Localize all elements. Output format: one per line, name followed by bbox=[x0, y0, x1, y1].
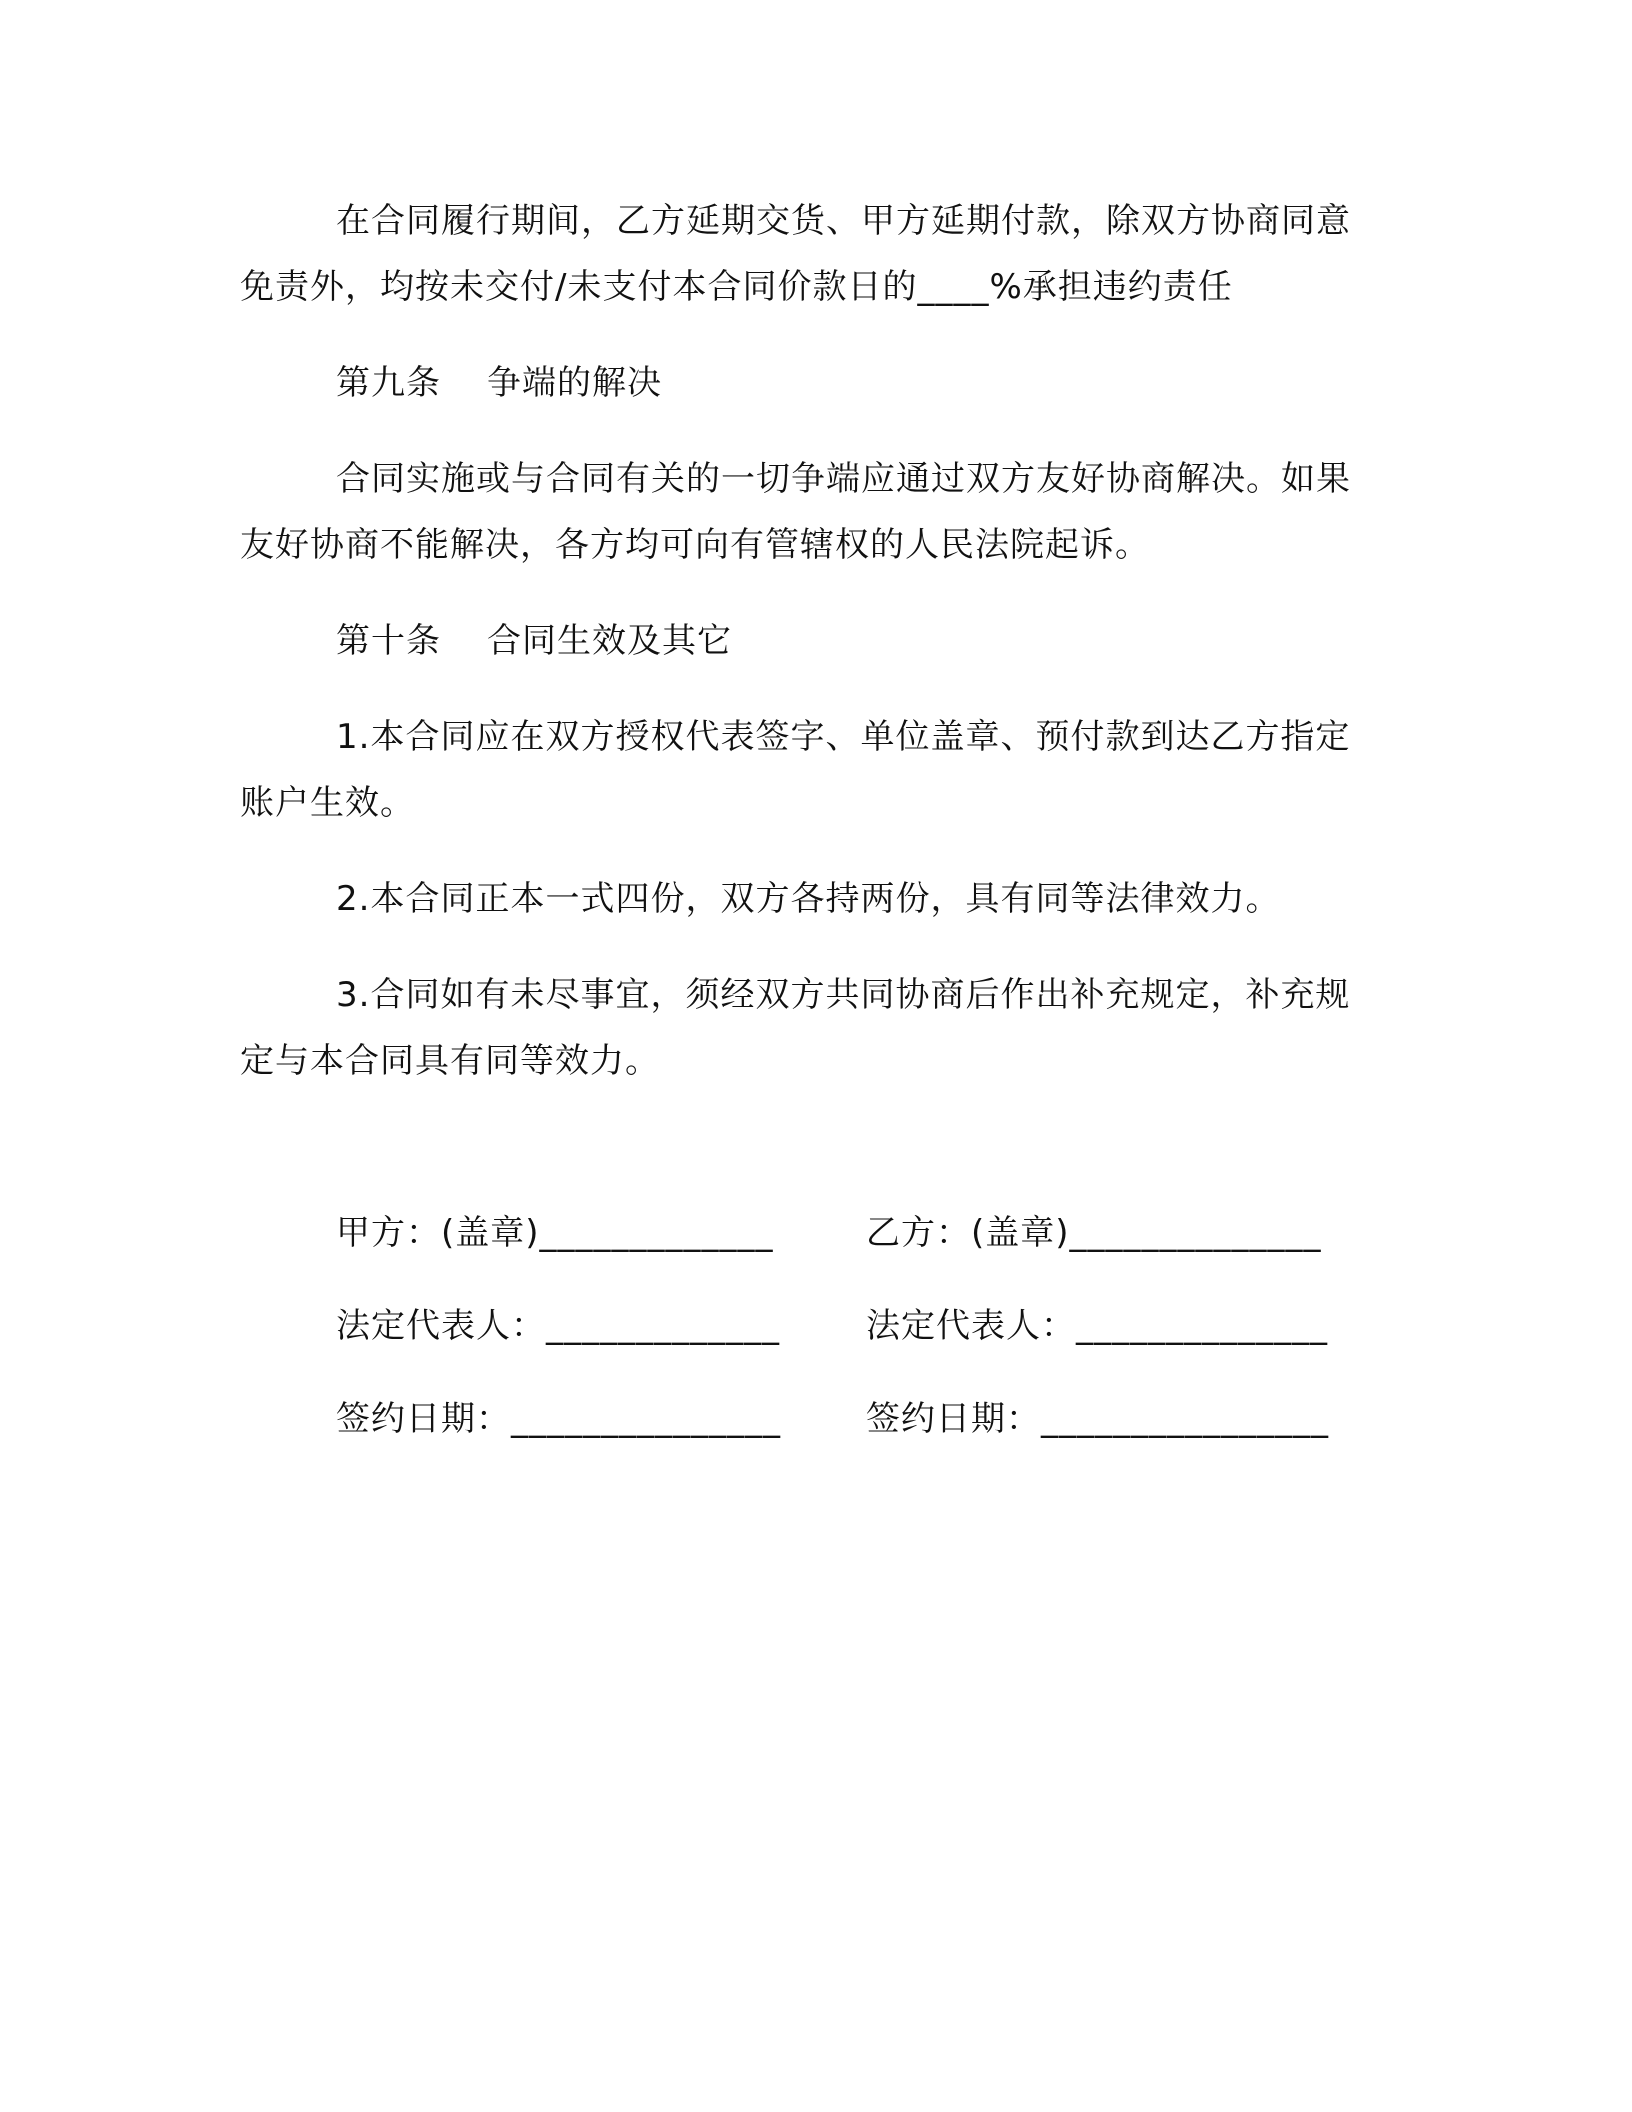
article-10-heading bbox=[336, 608, 1380, 674]
signature-row-date bbox=[336, 1386, 1396, 1452]
article-9-heading bbox=[336, 350, 1380, 416]
article-9-number: 第九条 bbox=[336, 363, 441, 403]
party-a-date-field: 签约日期：_______________ bbox=[336, 1399, 781, 1439]
clause-1: 1.本合同应在双方授权代表签字、单位盖章、预付款到达乙方指定账户生效。 bbox=[240, 717, 1351, 823]
party-a-seal-field: 甲方：(盖章)_____________ bbox=[336, 1213, 774, 1253]
party-b-seal-field: 乙方：(盖章)______________ bbox=[866, 1213, 1322, 1253]
party-b-date-field: 签约日期：________________ bbox=[866, 1399, 1329, 1439]
clause-3: 3.合同如有未尽事宜，须经双方共同协商后作出补充规定，补充规定与本合同具有同等效力。 bbox=[240, 975, 1351, 1081]
clause-2: 2.本合同正本一式四份，双方各持两份，具有同等法律效力。 bbox=[336, 879, 1281, 919]
article-10-number: 第十条 bbox=[336, 621, 441, 661]
party-b-representative-field: 法定代表人：______________ bbox=[866, 1306, 1328, 1346]
paragraph-dispute: 合同实施或与合同有关的一切争端应通过双方友好协商解决。如果友好协商不能解决，各方均可向有管辖权的人民法院起诉。 bbox=[240, 459, 1351, 565]
signature-block bbox=[336, 1200, 1396, 1479]
paragraph-penalty: 在合同履行期间，乙方延期交货、甲方延期付款，除双方协商同意免责外，均按未交付/未支付本合同价款日的____%承担违约责任 bbox=[240, 201, 1351, 307]
article-9-title: 争端的解决 bbox=[487, 363, 662, 403]
party-a-representative-field: 法定代表人：_____________ bbox=[336, 1306, 780, 1346]
article-10-title: 合同生效及其它 bbox=[487, 621, 732, 661]
signature-row-seal bbox=[336, 1200, 1396, 1266]
contract-body bbox=[240, 188, 1380, 1124]
signature-row-representative bbox=[336, 1293, 1396, 1359]
